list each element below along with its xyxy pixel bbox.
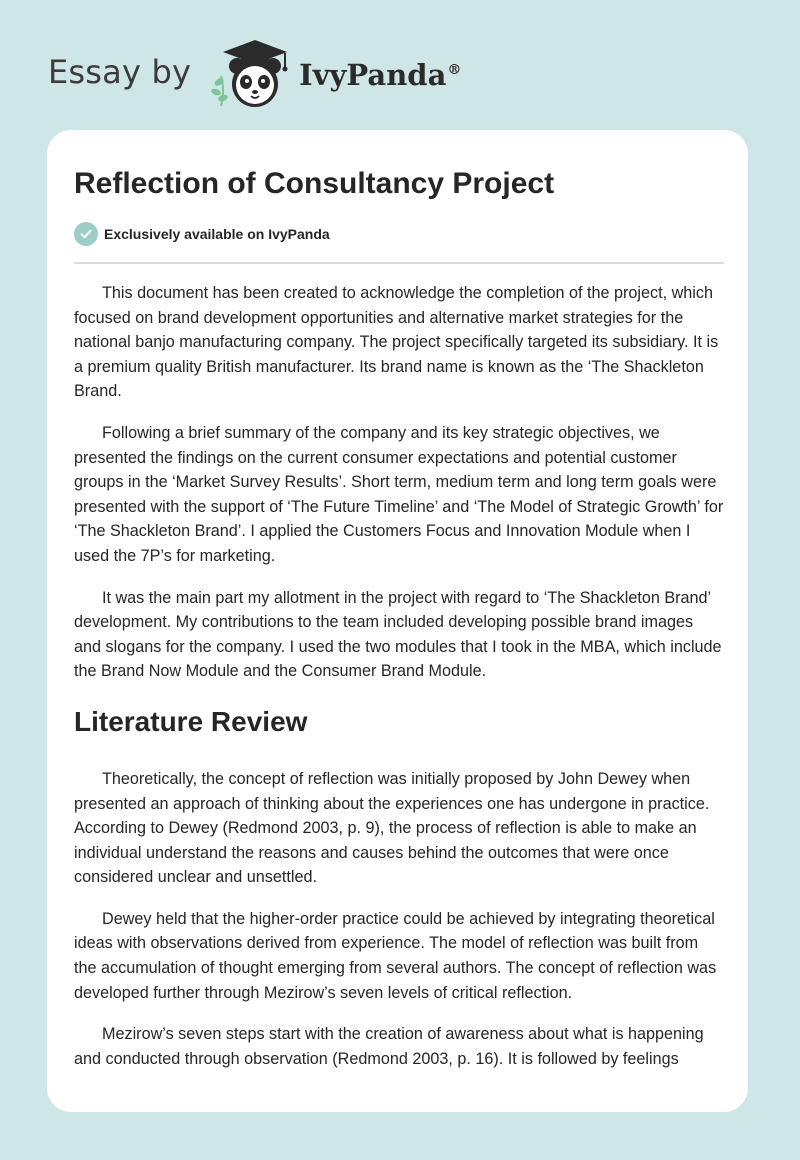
paragraph-intro-3: It was the main part my allotment in the project with regard to ‘The Shackleton Brand’ development. My contributions to the team included developing possible brand images and slogans for the company. I used the two modules that I took in the MBA, which include the Brand Now Module and the Consumer Brand Module.	[74, 588, 722, 681]
essay-by-label: Essay by	[48, 53, 192, 91]
site-header	[48, 34, 461, 110]
exclusive-badge-label: Exclusively available on IvyPanda	[104, 226, 330, 242]
exclusive-badge	[74, 222, 724, 246]
paragraph-review-1: Theoretically, the concept of reflection was initially proposed by John Dewey when presented an approach of thinking about the experiences one has undergone in practice. According to Dewey (Redmond 2003, p. 9), the process of reflection is able to make an individual understand the reasons and causes behind the outcomes that were once considered unclear and unsettled.	[74, 769, 710, 887]
essay-content	[74, 166, 724, 1071]
paragraph-intro-2: Following a brief summary of the company and its key strategic objectives, we presented the findings on the current consumer expectations and potential customer groups in the ‘Market Survey Results’. Short term, medium term and long term goals were presented with the support of ‘The Future Timeline’ and ‘The Model of Strategic Growth’ for ‘The Shackleton Brand’. I applied the Customers Focus and Innovation Module when I used the 7P’s for marketing.	[74, 423, 724, 565]
paragraph-review-2: Dewey held that the higher-order practice could be achieved by integrating theoretical ideas with observations derived from experience. The model of reflection was built from the accumulation of thought emerging from several authors. The concept of reflection was developed further through Mezirow’s seven levels of critical reflection.	[74, 909, 717, 1002]
paragraph-intro-1: This document has been created to acknowledge the completion of the project, which focused on brand development opportunities and alternative market strategies for the national banjo manufacturing company. The project specifically targeted its subsidiary. It is a premium quality British manufacturer. Its brand name is known as the ‘The Shackleton Brand.	[74, 284, 719, 401]
essay-card	[47, 130, 748, 1112]
brand-name: IvyPanda®	[299, 58, 462, 92]
paragraph-review-3: Mezirow’s seven steps start with the creation of awareness about what is happening and conducted through observation (Redmond 2003, p. 16). It is followed by feelings	[74, 1025, 704, 1068]
check-icon	[74, 222, 98, 246]
divider	[74, 262, 724, 264]
section-heading: Literature Review	[74, 705, 308, 737]
registered-mark: ®	[447, 62, 462, 79]
page-title: Reflection of Consultancy Project	[74, 167, 555, 200]
ivypanda-logo-icon	[207, 34, 297, 110]
